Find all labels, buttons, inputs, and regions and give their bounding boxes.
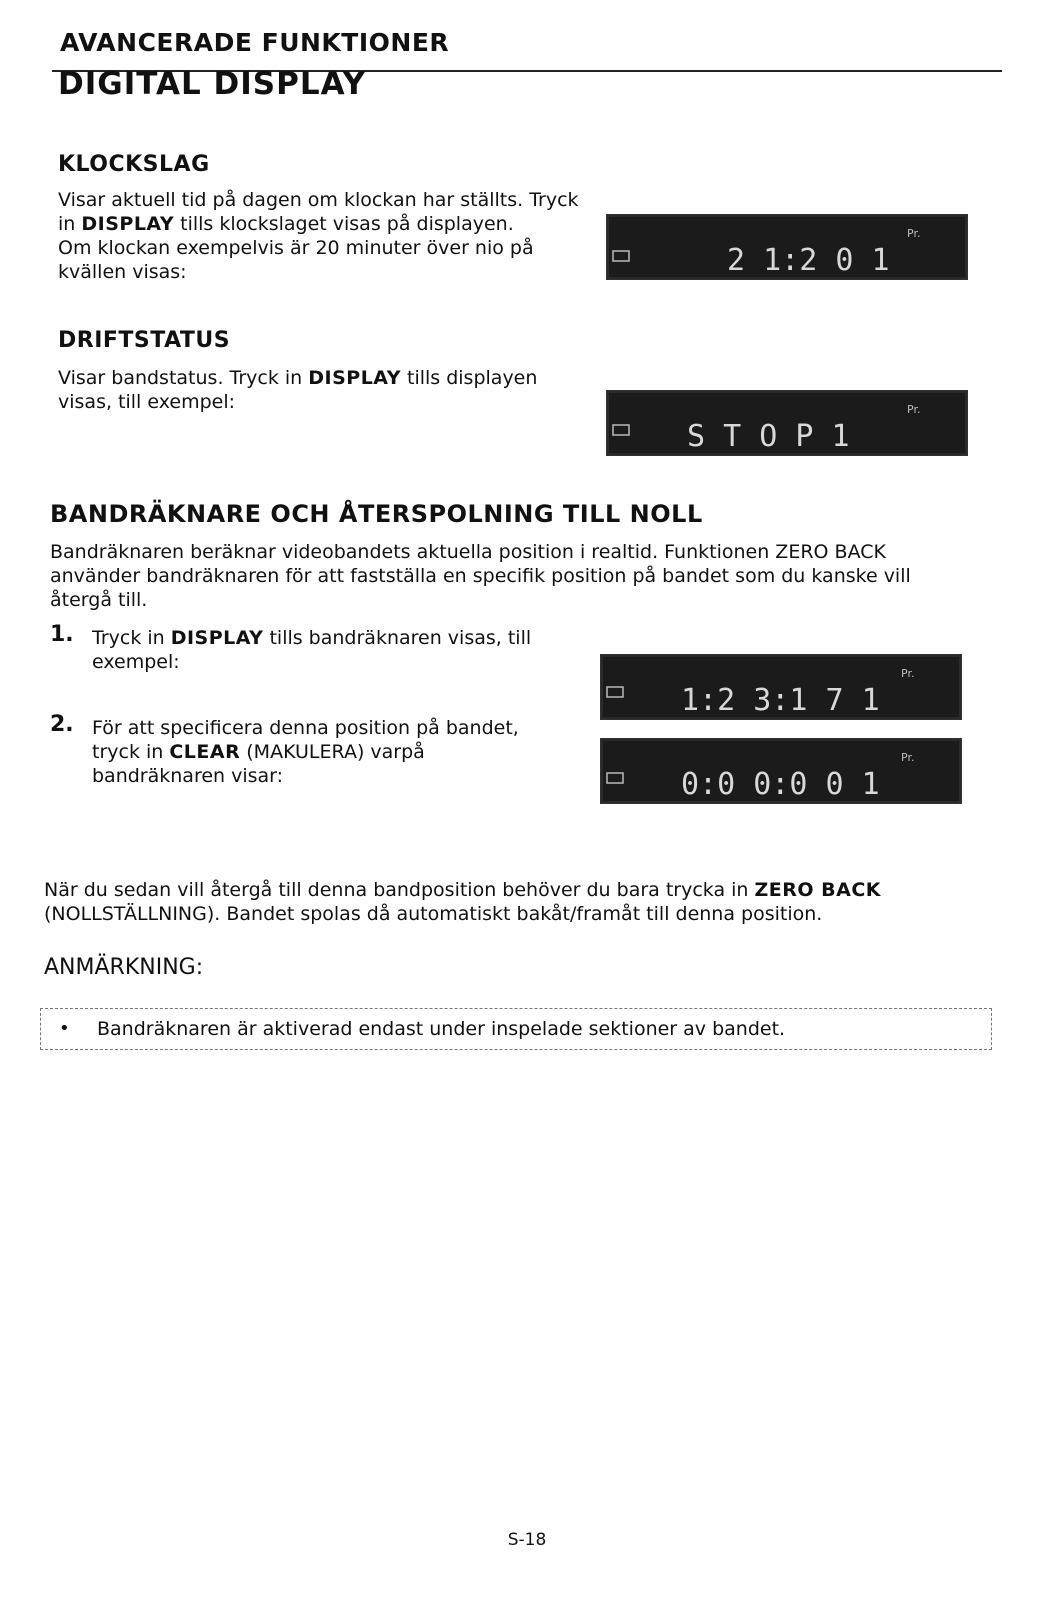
page-number: S-18 bbox=[507, 1530, 547, 1550]
display-pr-label: Pr. bbox=[901, 751, 915, 764]
cassette-icon bbox=[607, 687, 623, 697]
zero-back-keyword: ZERO BACK bbox=[754, 879, 882, 901]
klockslag-text bbox=[58, 188, 598, 284]
cassette-icon bbox=[613, 251, 629, 261]
display-keyword: DISPLAY bbox=[170, 627, 264, 649]
clock-display-readout: 2 1:2 0 1 bbox=[727, 243, 890, 278]
driftstatus-line-1: Visar bandstatus. Tryck in DISPLAY tills displayen bbox=[58, 367, 538, 389]
page-title: DIGITAL DISPLAY bbox=[58, 66, 367, 102]
note-text: Bandräknaren är aktiverad endast under inspelade sektioner av bandet. bbox=[97, 1018, 786, 1040]
driftstatus-heading: DRIFTSTATUS bbox=[58, 328, 231, 353]
bandraknare-text bbox=[50, 540, 990, 612]
bandraknare-line-3: återgå till. bbox=[50, 589, 148, 611]
zero-back-text bbox=[44, 878, 1004, 926]
klockslag-line-4: kvällen visas: bbox=[58, 261, 187, 283]
bandraknare-line-1: Bandräknaren beräknar videobandets aktuella position i realtid. Funktionen ZERO BACK bbox=[50, 541, 886, 563]
step-1-text: Tryck in DISPLAY tills bandräknaren visas, till exempel: bbox=[92, 627, 532, 673]
zero-back-line-1: När du sedan vill återgå till denna bandposition behöver du bara trycka in ZERO BACK bbox=[44, 879, 882, 901]
counter-display-readout: 1:2 3:1 7 1 bbox=[681, 683, 880, 718]
klockslag-line-1: Visar aktuell tid på dagen om klockan har ställts. Tryck bbox=[58, 189, 579, 211]
clock-display-panel bbox=[606, 214, 968, 280]
display-keyword: DISPLAY bbox=[81, 213, 175, 235]
status-display-panel bbox=[606, 390, 968, 456]
driftstatus-line-2: visas, till exempel: bbox=[58, 391, 236, 413]
counter-reset-display-panel bbox=[600, 738, 962, 804]
step-2-number: 2. bbox=[50, 712, 74, 737]
note-box bbox=[40, 1008, 992, 1050]
display-pr-label: Pr. bbox=[907, 403, 921, 416]
klockslag-line-2: in DISPLAY tills klockslaget visas på displayen. bbox=[58, 213, 514, 235]
klockslag-heading: KLOCKSLAG bbox=[58, 152, 210, 177]
display-pr-label: Pr. bbox=[901, 667, 915, 680]
counter-display-panel bbox=[600, 654, 962, 720]
cassette-icon bbox=[613, 425, 629, 435]
klockslag-line-3: Om klockan exempelvis är 20 minuter över nio på bbox=[58, 237, 534, 259]
display-pr-label: Pr. bbox=[907, 227, 921, 240]
clear-keyword: CLEAR bbox=[169, 741, 241, 763]
cassette-icon bbox=[607, 773, 623, 783]
bandraknare-line-2: använder bandräknaren för att fastställa en specifik position på bandet som du kanske vill bbox=[50, 565, 911, 587]
note-bullet: • bbox=[59, 1018, 70, 1039]
step-1-number: 1. bbox=[50, 622, 74, 647]
display-keyword: DISPLAY bbox=[308, 367, 401, 389]
note-heading: ANMÄRKNING: bbox=[44, 955, 204, 980]
counter-reset-display-readout: 0:0 0:0 0 1 bbox=[681, 767, 880, 802]
zero-back-line-2: (NOLLSTÄLLNING). Bandet spolas då automatiskt bakåt/framåt till denna position. bbox=[44, 903, 823, 925]
step-2-text: För att specificera denna position på bandet, tryck in CLEAR (MAKULERA) varpå bandräknaren visar: bbox=[92, 717, 519, 787]
status-display-readout: S T O P 1 bbox=[687, 419, 850, 454]
driftstatus-text bbox=[58, 366, 598, 414]
bandraknare-heading: BANDRÄKNARE OCH ÅTERSPOLNING TILL NOLL bbox=[50, 500, 703, 528]
section-heading: AVANCERADE FUNKTIONER bbox=[60, 28, 450, 57]
